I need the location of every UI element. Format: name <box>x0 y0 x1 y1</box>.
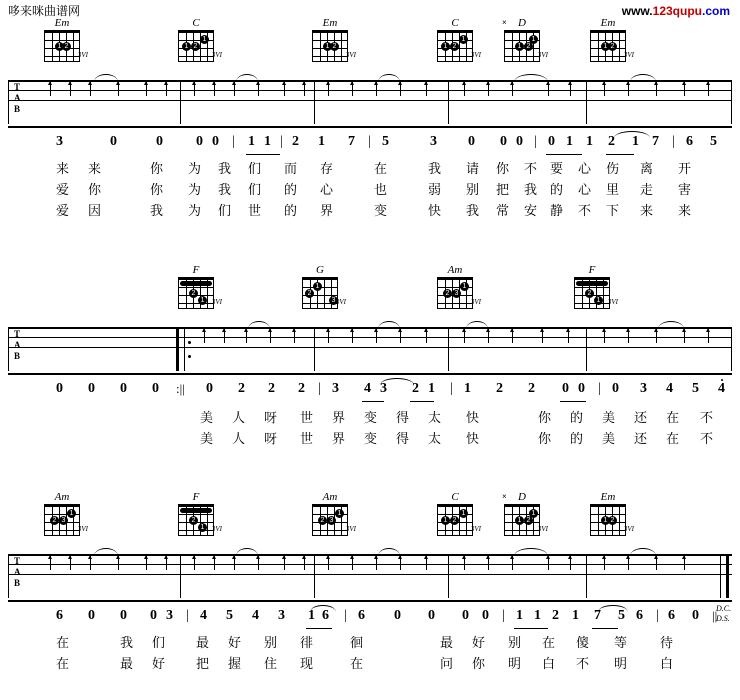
tab-letter-t: T <box>14 329 21 339</box>
chord-grid: 1 2 1 3VI <box>437 504 473 536</box>
note-number: 2 <box>298 381 305 396</box>
lyric-char: 握 <box>228 656 242 671</box>
jianpu-row-3: 6 0 0 0 3 | 4 5 4 3 1 6 | 6 0 0 0 0 | 1 1 2 1 7 5 6 | 6 0 || D.C. D.S. <box>0 608 740 630</box>
lyric-char: 的 <box>570 410 584 425</box>
lyrics-line-1b <box>0 179 740 200</box>
chord-diagram-row-1 <box>0 18 740 70</box>
music-system-3 <box>0 492 740 674</box>
note-number: 0 <box>120 608 127 623</box>
chord-name: Am <box>447 264 463 276</box>
note-number: 6 <box>358 608 365 623</box>
lyric-char: 来 <box>640 203 654 218</box>
chord-diagram-f <box>174 264 222 309</box>
lyric-char: 你 <box>538 410 552 425</box>
lyric-char: 还 <box>634 431 648 446</box>
muted-string-x-icon: × <box>502 492 507 501</box>
lyric-char: 白 <box>542 656 556 671</box>
note-number: 3 <box>56 134 63 149</box>
note-number: 7 <box>348 134 355 149</box>
note-number: 0 <box>196 134 203 149</box>
note-number: 2 <box>292 134 299 149</box>
lyric-char: 我 <box>120 635 134 650</box>
lyric-char: 我 <box>150 203 164 218</box>
note-number: 2 <box>496 381 503 396</box>
note-number: 0 <box>578 381 585 396</box>
lyric-char: 静 <box>550 203 564 218</box>
lyric-char: 在 <box>350 656 364 671</box>
note-number: 0 <box>110 134 117 149</box>
note-number: 1 <box>632 134 639 149</box>
site-tld: .com <box>701 4 730 18</box>
music-system-2 <box>0 265 740 449</box>
chord-grid: 2 3 1 3VI <box>44 504 80 536</box>
note-number: 1 <box>428 381 435 396</box>
note-number: 5 <box>710 134 717 149</box>
chord-name: C <box>451 491 459 503</box>
muted-string-x-icon: × <box>502 18 507 27</box>
lyric-char: 太 <box>428 431 442 446</box>
lyric-char: 请 <box>466 161 480 176</box>
lyric-char: 不 <box>700 410 714 425</box>
lyric-char: 下 <box>606 203 620 218</box>
tab-staff-1 <box>8 70 732 130</box>
lyric-char: 呀 <box>264 410 278 425</box>
note-number: 0 <box>692 608 699 623</box>
lyric-char: 们 <box>248 161 262 176</box>
lyric-char: 你 <box>150 182 164 197</box>
lyric-char: 伤 <box>606 161 620 176</box>
chord-grid: 1 2 1 3VI <box>504 30 540 62</box>
lyric-char: 不 <box>524 161 538 176</box>
note-number: 2 <box>412 381 419 396</box>
lyrics-line-1a <box>0 158 740 179</box>
lyric-char: 别 <box>508 635 522 650</box>
lyric-char: 的 <box>550 182 564 197</box>
note-number: 4 <box>666 381 673 396</box>
lyric-char: 还 <box>634 410 648 425</box>
jianpu-row-1: 3 0 0 0 0 | 1 1 | 2 1 7 | 5 3 0 0 0 | 0 1 1 2 1 7 | 6 5 <box>0 134 740 156</box>
tab-letter-a: A <box>14 567 21 577</box>
lyric-char: 我 <box>218 161 232 176</box>
lyric-char: 人 <box>232 410 246 425</box>
lyric-char: 美 <box>200 431 214 446</box>
note-number: 3 <box>380 381 387 396</box>
lyric-char: 变 <box>364 431 378 446</box>
jianpu-row-2: 0 0 0 0 :|| 0 2 2 2 | 3 4 3 2 1 | 1 2 2 0 0 | 0 3 4 5 4 <box>0 381 740 403</box>
chord-grid: 2 3 1 3VI <box>312 504 348 536</box>
chord-diagram-f-2 <box>570 264 618 309</box>
note-number: 0 <box>150 608 157 623</box>
lyric-char: 快 <box>466 431 480 446</box>
note-number: 1 <box>516 608 523 623</box>
chord-diagram-row-2 <box>0 265 740 317</box>
lyric-char: 等 <box>614 635 628 650</box>
chord-grid: 2 3 1 3VI <box>437 277 473 309</box>
note-number: 4 <box>718 381 725 396</box>
note-number: 0 <box>394 608 401 623</box>
lyric-char: 最 <box>120 656 134 671</box>
lyric-char: 里 <box>606 182 620 197</box>
chord-grid: 2 1 3VI <box>178 504 214 536</box>
lyric-char: 们 <box>152 635 166 650</box>
lyric-char: 美 <box>602 410 616 425</box>
lyric-char: 来 <box>56 161 70 176</box>
lyric-char: 为 <box>188 182 202 197</box>
lyric-char: 徊 <box>350 635 364 650</box>
chord-name: F <box>588 264 596 276</box>
lyric-char: 世 <box>300 431 314 446</box>
note-number: 0 <box>88 381 95 396</box>
note-number: 0 <box>428 608 435 623</box>
lyric-char: 在 <box>374 161 388 176</box>
lyrics-line-1c <box>0 200 740 221</box>
chord-diagram-c-3 <box>433 491 481 536</box>
note-number: 5 <box>618 608 625 623</box>
lyric-char: 常 <box>496 203 510 218</box>
chord-name: D <box>518 17 526 29</box>
note-number: 2 <box>268 381 275 396</box>
chord-name: Em <box>600 491 616 503</box>
tab-clef-3 <box>14 556 21 589</box>
lyric-char: 在 <box>56 635 70 650</box>
lyric-char: 来 <box>88 161 102 176</box>
note-number: 5 <box>382 134 389 149</box>
note-number: 6 <box>668 608 675 623</box>
dc-mark: D.C. <box>716 604 732 613</box>
note-number: 3 <box>640 381 647 396</box>
lyric-char: 心 <box>578 161 592 176</box>
site-www: www. <box>621 4 653 18</box>
site-watermark-right <box>622 4 730 18</box>
lyric-char: 也 <box>374 182 388 197</box>
note-number: 0 <box>548 134 555 149</box>
lyric-char: 在 <box>56 656 70 671</box>
chord-diagram-em <box>40 17 88 62</box>
lyric-char: 的 <box>284 203 298 218</box>
lyric-char: 为 <box>188 203 202 218</box>
lyric-char: 我 <box>524 182 538 197</box>
chord-name: Em <box>54 17 70 29</box>
lyric-char: 因 <box>88 203 102 218</box>
chord-diagram-am-2 <box>40 491 88 536</box>
lyric-char: 存 <box>320 161 334 176</box>
lyric-char: 我 <box>218 182 232 197</box>
note-number: 6 <box>686 134 693 149</box>
lyric-char: 明 <box>614 656 628 671</box>
note-number: 5 <box>692 381 699 396</box>
chord-grid: 1 2 3VI <box>590 504 626 536</box>
lyric-char: 住 <box>264 656 278 671</box>
note-number: 2 <box>608 134 615 149</box>
note-number: 4 <box>200 608 207 623</box>
chord-diagram-em-3 <box>586 17 634 62</box>
note-number: 6 <box>322 608 329 623</box>
chord-name: Em <box>322 17 338 29</box>
note-number: 4 <box>252 608 259 623</box>
note-number: 0 <box>500 134 507 149</box>
lyric-char: 最 <box>196 635 210 650</box>
note-number: 6 <box>56 608 63 623</box>
lyric-char: 爱 <box>56 182 70 197</box>
lyric-char: 界 <box>332 410 346 425</box>
lyric-char: 你 <box>472 656 486 671</box>
lyric-char: 徘 <box>300 635 314 650</box>
lyric-char: 把 <box>496 182 510 197</box>
note-number: 0 <box>56 381 63 396</box>
lyrics-line-3b <box>0 653 740 674</box>
lyric-char: 在 <box>666 431 680 446</box>
note-number: 0 <box>612 381 619 396</box>
lyrics-line-2b <box>0 428 740 449</box>
note-number: 1 <box>572 608 579 623</box>
note-number: 0 <box>468 134 475 149</box>
note-number: 4 <box>364 381 371 396</box>
lyric-char: 心 <box>578 182 592 197</box>
chord-name: Am <box>54 491 70 503</box>
tab-clef <box>14 82 21 115</box>
chord-diagram-f-3 <box>174 491 222 536</box>
chord-name: G <box>316 264 324 276</box>
lyric-char: 别 <box>264 635 278 650</box>
chord-diagram-em-2 <box>308 17 356 62</box>
chord-diagram-d-2 <box>500 491 548 536</box>
lyric-char: 我 <box>428 161 442 176</box>
note-number: 1 <box>248 134 255 149</box>
lyric-char: 呀 <box>264 431 278 446</box>
lyric-char: 得 <box>396 410 410 425</box>
lyric-char: 快 <box>428 203 442 218</box>
lyric-char: 美 <box>200 410 214 425</box>
lyric-char: 不 <box>700 431 714 446</box>
chord-name: Em <box>600 17 616 29</box>
chord-grid: 1 2 1 3VI <box>504 504 540 536</box>
lyric-char: 要 <box>550 161 564 176</box>
site-domain: 123qupu <box>652 4 702 18</box>
lyric-char: 们 <box>218 203 232 218</box>
music-system-1 <box>0 18 740 221</box>
note-number: 2 <box>238 381 245 396</box>
tab-clef-2 <box>14 329 21 362</box>
lyric-char: 你 <box>496 161 510 176</box>
note-number: 0 <box>212 134 219 149</box>
tab-letter-a: A <box>14 340 21 350</box>
lyric-char: 爱 <box>56 203 70 218</box>
note-number: 1 <box>464 381 471 396</box>
lyric-char: 现 <box>300 656 314 671</box>
note-number: 0 <box>516 134 523 149</box>
note-number: 1 <box>586 134 593 149</box>
tab-letter-b: B <box>14 104 21 114</box>
lyric-char: 变 <box>364 410 378 425</box>
lyrics-line-3a <box>0 632 740 653</box>
lyric-char: 来 <box>678 203 692 218</box>
note-number: 1 <box>566 134 573 149</box>
chord-grid: 1 2 3VI <box>590 30 626 62</box>
chord-diagram-g <box>298 264 346 309</box>
chord-diagram-c <box>174 17 222 62</box>
tab-letter-b: B <box>14 351 21 361</box>
lyric-char: 白 <box>660 656 674 671</box>
note-number: 5 <box>226 608 233 623</box>
chord-diagram-am-3 <box>308 491 356 536</box>
lyric-char: 好 <box>472 635 486 650</box>
lyric-char: 的 <box>570 431 584 446</box>
lyric-char: 的 <box>284 182 298 197</box>
chord-grid: 1 2 1 3VI <box>178 30 214 62</box>
note-number: 1 <box>308 608 315 623</box>
chord-diagram-am <box>433 264 481 309</box>
chord-name: Am <box>322 491 338 503</box>
lyric-char: 太 <box>428 410 442 425</box>
note-number: 2 <box>552 608 559 623</box>
chord-grid: 2 1 3 3VI <box>302 277 338 309</box>
note-number: 2 <box>528 381 535 396</box>
lyric-char: 美 <box>602 431 616 446</box>
note-number: 0 <box>482 608 489 623</box>
note-number: 3 <box>332 381 339 396</box>
note-number: 1 <box>264 134 271 149</box>
lyric-char: 别 <box>466 182 480 197</box>
note-number: 3 <box>430 134 437 149</box>
lyric-char: 心 <box>320 182 334 197</box>
chord-name: D <box>518 491 526 503</box>
note-number: 0 <box>120 381 127 396</box>
site-watermark-left: 哆来咪曲谱网 <box>8 4 81 18</box>
lyric-char: 你 <box>538 431 552 446</box>
lyric-char: 不 <box>578 203 592 218</box>
tab-letter-t: T <box>14 82 21 92</box>
lyric-char: 开 <box>678 161 692 176</box>
lyric-char: 世 <box>300 410 314 425</box>
lyric-char: 为 <box>188 161 202 176</box>
lyric-char: 得 <box>396 431 410 446</box>
lyric-char: 你 <box>150 161 164 176</box>
chord-grid: 1 2 1 3VI <box>437 30 473 62</box>
lyric-char: 而 <box>284 161 298 176</box>
lyric-char: 明 <box>508 656 522 671</box>
lyric-char: 问 <box>440 656 454 671</box>
chord-diagram-d <box>500 17 548 62</box>
note-number: 1 <box>318 134 325 149</box>
lyric-char: 好 <box>228 635 242 650</box>
lyric-char: 弱 <box>428 182 442 197</box>
lyric-char: 安 <box>524 203 538 218</box>
chord-diagram-em-4 <box>586 491 634 536</box>
chord-name: C <box>192 17 200 29</box>
tab-staff-2 <box>8 317 732 377</box>
chord-diagram-row-3 <box>0 492 740 544</box>
note-number: 7 <box>594 608 601 623</box>
lyric-char: 在 <box>542 635 556 650</box>
tab-letter-t: T <box>14 556 21 566</box>
chord-name: F <box>192 264 200 276</box>
lyric-char: 界 <box>332 431 346 446</box>
chord-grid: 1 2 3VI <box>44 30 80 62</box>
lyric-char: 待 <box>660 635 674 650</box>
note-number: 0 <box>152 381 159 396</box>
chord-grid: 1 2 3VI <box>312 30 348 62</box>
lyric-char: 变 <box>374 203 388 218</box>
lyric-char: 们 <box>248 182 262 197</box>
chord-grid: 2 1 3VI <box>178 277 214 309</box>
tab-letter-b: B <box>14 578 21 588</box>
lyric-char: 傻 <box>576 635 590 650</box>
chord-name: C <box>451 17 459 29</box>
lyric-char: 不 <box>576 656 590 671</box>
lyric-char: 走 <box>640 182 654 197</box>
lyric-char: 界 <box>320 203 334 218</box>
lyric-char: 你 <box>88 182 102 197</box>
lyric-char: 把 <box>196 656 210 671</box>
tab-letter-a: A <box>14 93 21 103</box>
note-number: 7 <box>652 134 659 149</box>
lyric-char: 在 <box>666 410 680 425</box>
lyric-char: 离 <box>640 161 654 176</box>
tab-staff-3 <box>8 544 732 604</box>
note-number: 0 <box>562 381 569 396</box>
lyric-char: 害 <box>678 182 692 197</box>
chord-diagram-c-2 <box>433 17 481 62</box>
note-number: 0 <box>206 381 213 396</box>
note-number: 3 <box>166 608 173 623</box>
lyrics-line-2a <box>0 407 740 428</box>
lyric-char: 好 <box>152 656 166 671</box>
chord-name: F <box>192 491 200 503</box>
lyric-char: 最 <box>440 635 454 650</box>
note-number: 0 <box>88 608 95 623</box>
note-number: 6 <box>636 608 643 623</box>
lyric-char: 快 <box>466 410 480 425</box>
note-number: 1 <box>534 608 541 623</box>
ds-mark: D.S. <box>716 614 730 623</box>
note-number: 3 <box>278 608 285 623</box>
lyric-char: 我 <box>466 203 480 218</box>
note-number: 0 <box>156 134 163 149</box>
lyric-char: 人 <box>232 431 246 446</box>
chord-grid: 2 1 3VI <box>574 277 610 309</box>
note-number: 0 <box>462 608 469 623</box>
lyric-char: 世 <box>248 203 262 218</box>
